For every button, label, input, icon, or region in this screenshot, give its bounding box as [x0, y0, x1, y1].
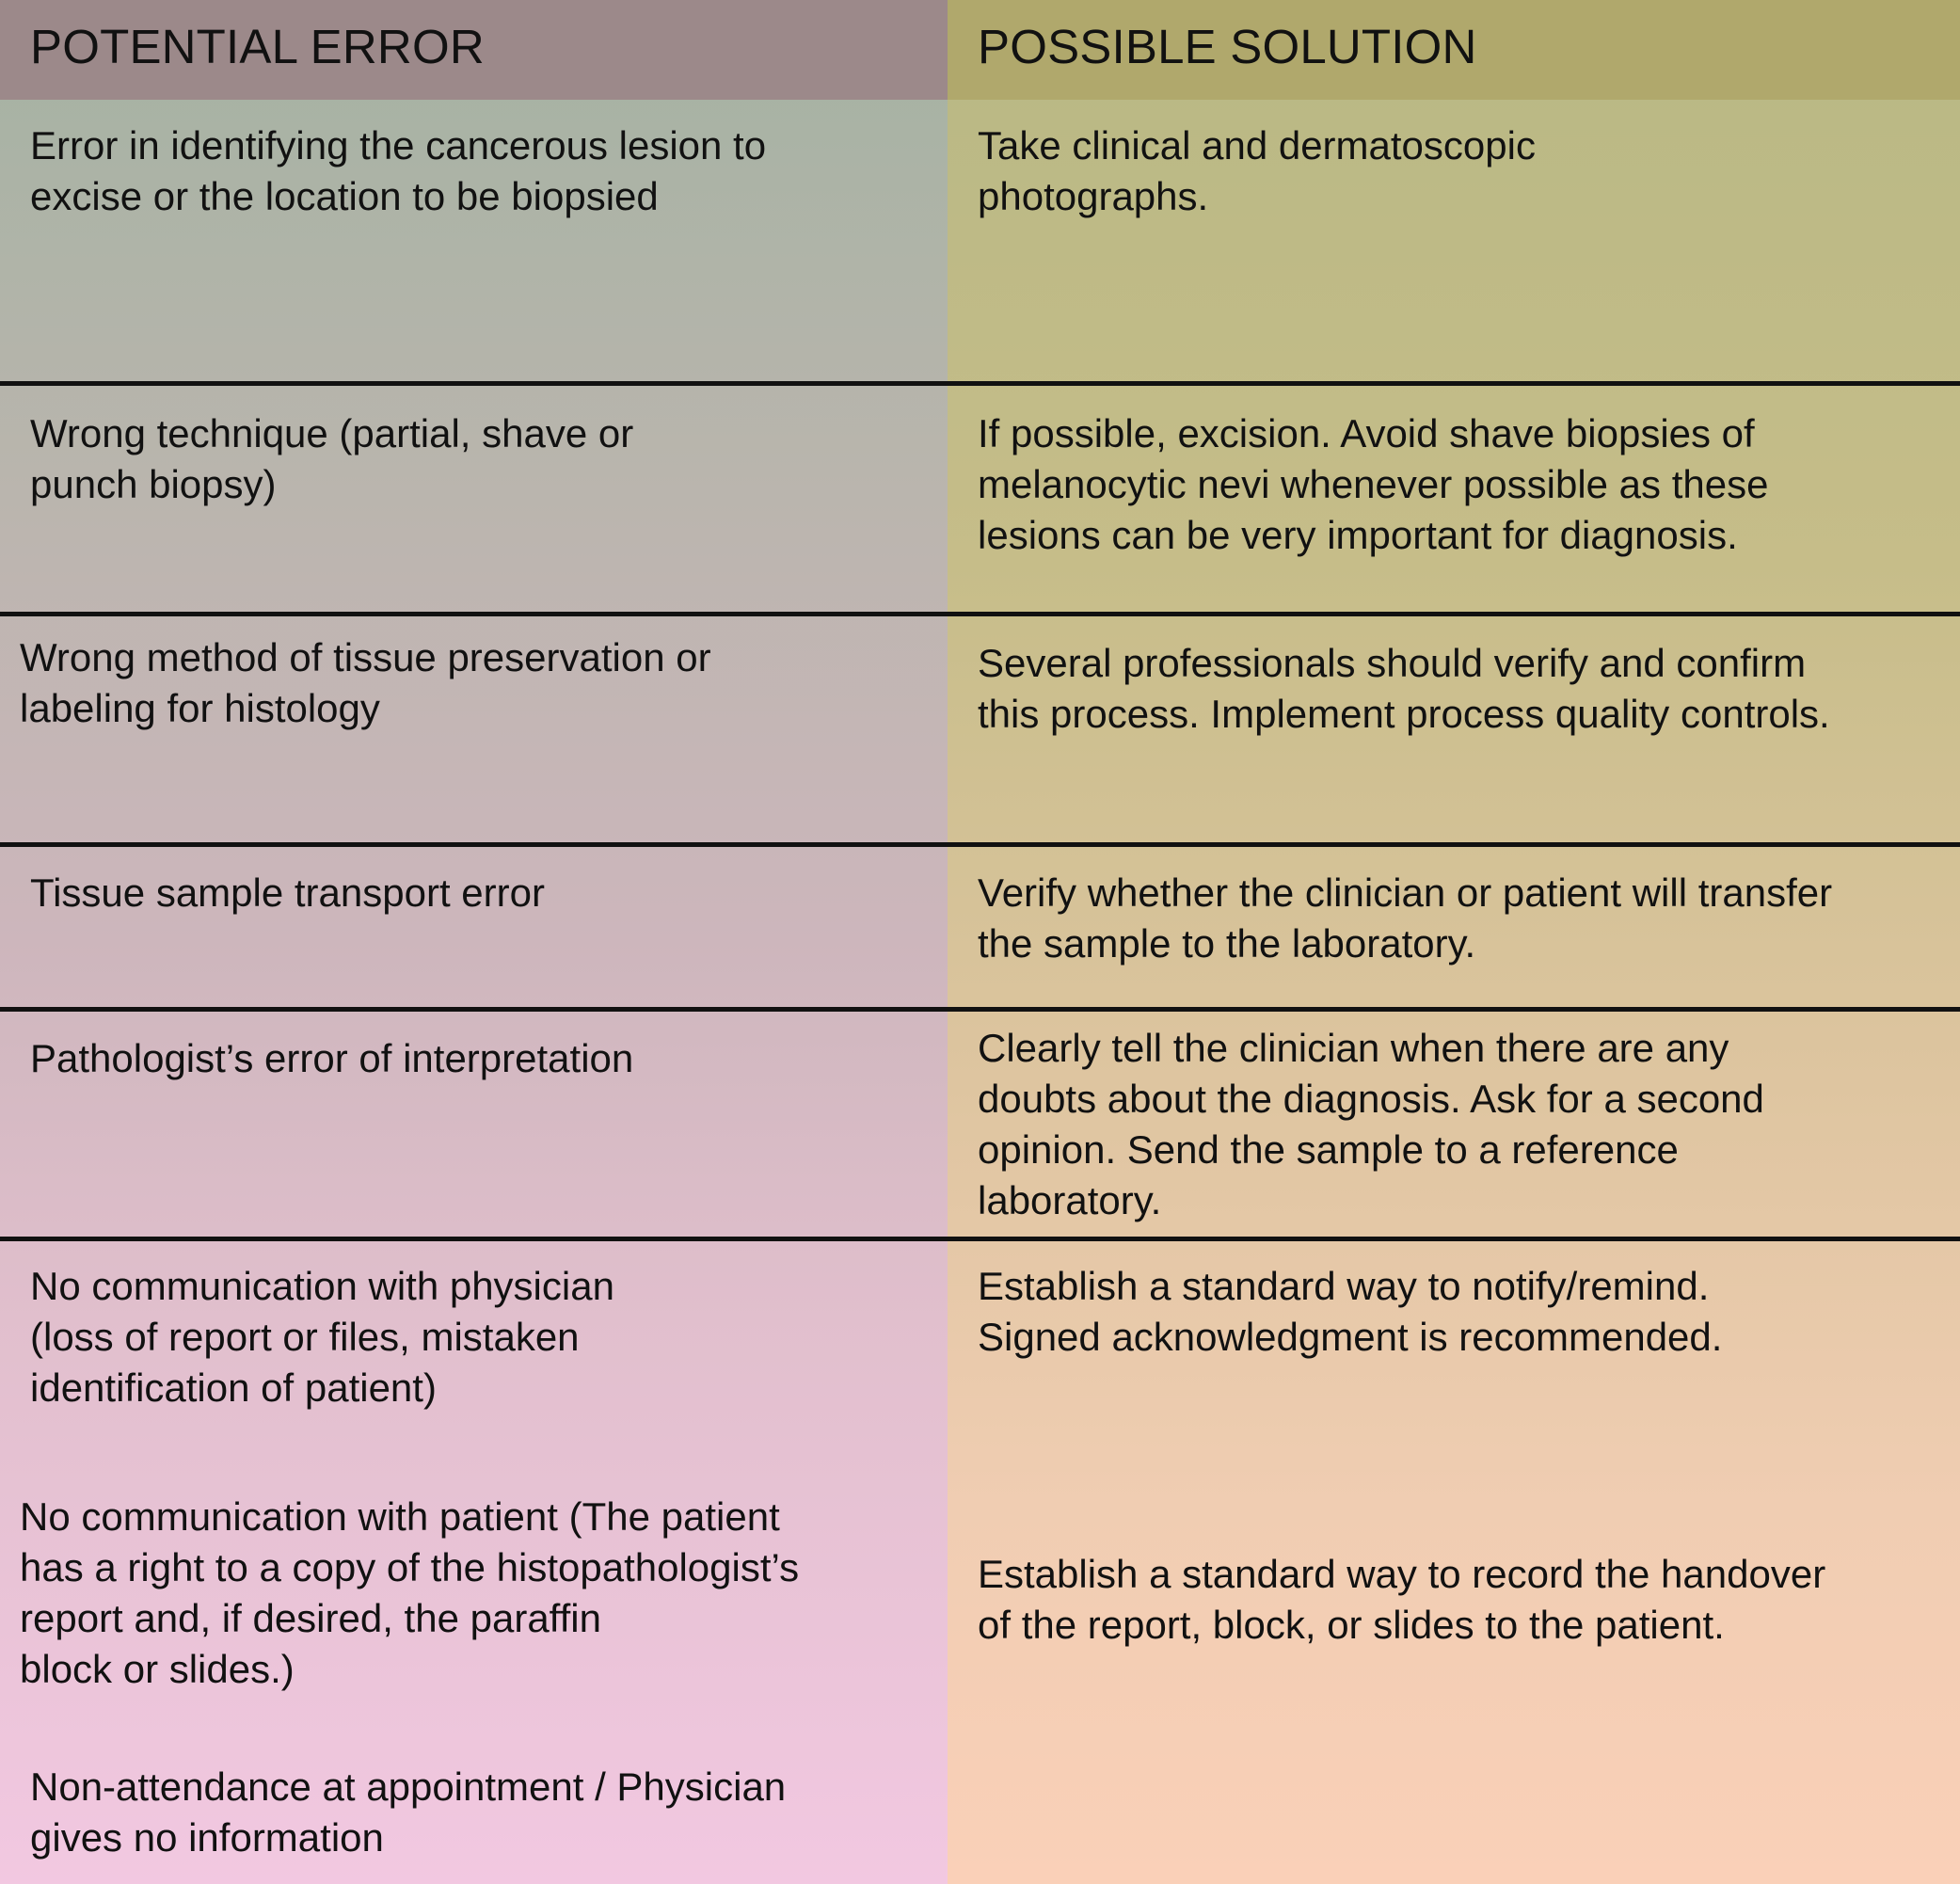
row-5-solution: Clearly tell the clinician when there are any doubts about the diagnosis. Ask for a second opinion. Send the sample to a reference laboratory.	[978, 1026, 1764, 1222]
row-2-solution: If possible, excision. Avoid shave biopsies of melanocytic nevi whenever possible as these lesions can be very important for diagnosis.	[978, 411, 1769, 557]
header-potential-error	[0, 0, 948, 100]
row-8-error: Non-attendance at appointment / Physician gives no information	[30, 1764, 787, 1860]
row-divider	[0, 381, 1960, 386]
row-5-error: Pathologist’s error of interpretation	[30, 1036, 634, 1080]
row-6-solution: Establish a standard way to notify/remind. Signed acknowledgment is recommended.	[978, 1264, 1723, 1359]
row-3-error: Wrong method of tissue preservation or labeling for histology	[20, 635, 711, 730]
row-1-solution: Take clinical and dermatoscopic photographs.	[978, 123, 1536, 218]
header-possible-solution	[948, 0, 1960, 100]
header-error-label: POTENTIAL ERROR	[30, 20, 485, 73]
row-divider	[0, 612, 1960, 616]
row-3-solution: Several professionals should verify and confirm this process. Implement process quality controls.	[978, 641, 1830, 736]
row-divider	[0, 1007, 1960, 1012]
row-4-solution: Verify whether the clinician or patient will transfer the sample to the laboratory.	[978, 870, 1833, 966]
header-solution-label: POSSIBLE SOLUTION	[978, 20, 1477, 73]
row-divider	[0, 1237, 1960, 1241]
row-4-error: Tissue sample transport error	[30, 870, 545, 915]
row-1-error: Error in identifying the cancerous lesion to excise or the location to be biopsied	[30, 123, 767, 218]
row-divider	[0, 842, 1960, 847]
row-2-error: Wrong technique (partial, shave or punch biopsy)	[30, 411, 634, 506]
row-7-error: No communication with patient (The patient has a right to a copy of the histopathologist’s report and, if desired, the paraffin block or slides.)	[20, 1494, 800, 1691]
row-7-solution: Establish a standard way to record the handover of the report, block, or slides to the patient.	[978, 1552, 1826, 1647]
row-6-error: No communication with physician (loss of report or files, mistaken identification of patient)	[30, 1264, 614, 1410]
